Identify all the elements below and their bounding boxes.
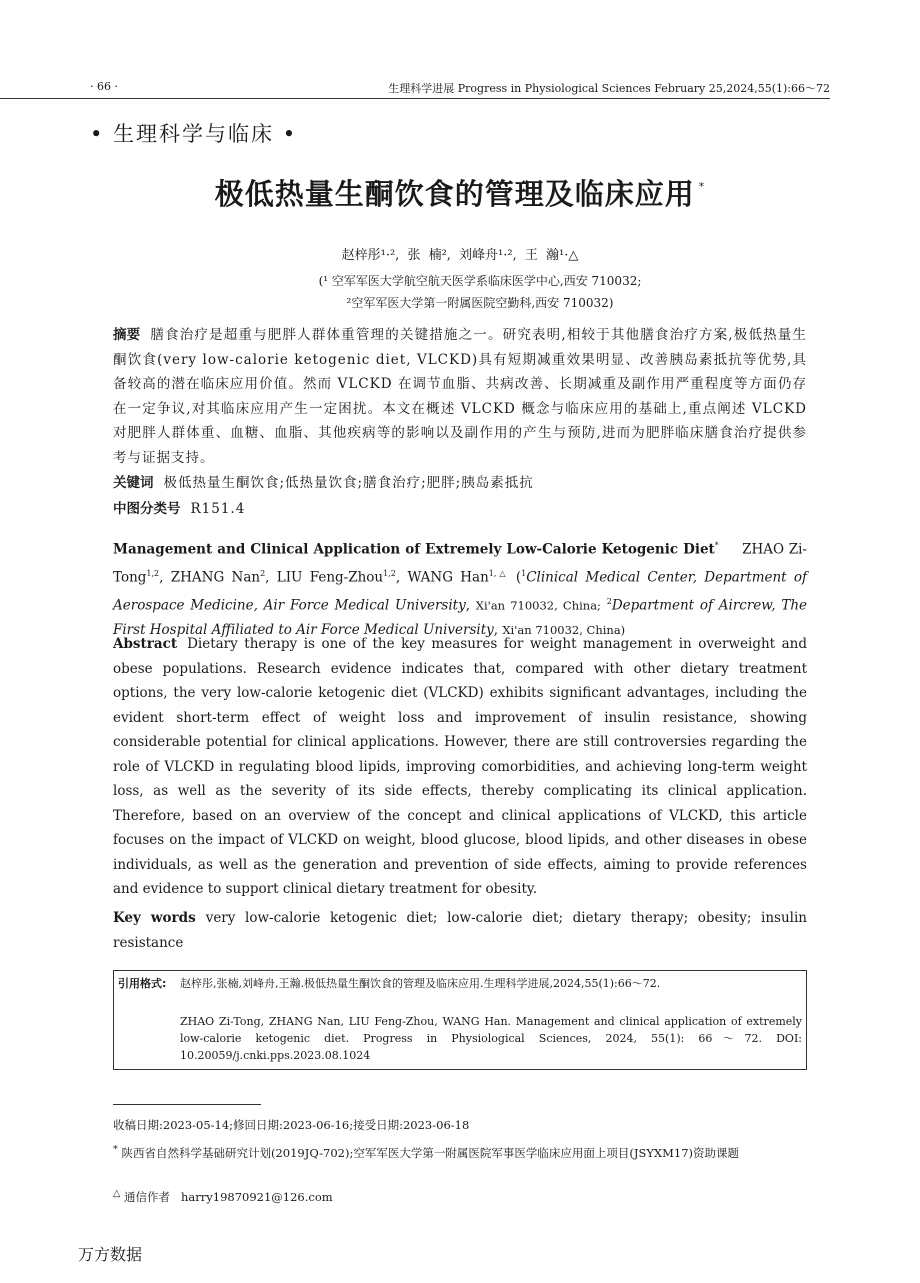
- correspondence-mark: △: [113, 1188, 121, 1199]
- footnote-correspondence: [113, 1184, 807, 1207]
- page-number: · 66 ·: [90, 80, 118, 93]
- english-title-mark: *: [714, 541, 719, 550]
- funding-text: 陕西省自然科学基础研究计划(2019JQ-702);空军军医大学第一附属医院军事医学临床应用面上项目(JSYXM17)资助课题: [121, 1145, 740, 1160]
- keywords-label: 关键词: [113, 475, 154, 491]
- english-author-1: ZHAO Zi-Tong: [113, 541, 807, 586]
- keywords-text: 极低热量生酮饮食;低热量饮食;膳食治疗;肥胖;胰岛素抵抗: [163, 475, 534, 491]
- english-author-2: ZHANG Nan: [170, 569, 261, 586]
- english-affiliation-2: Department of Aircrew, The First Hospital Affiliated to Air Force Medical University: [113, 597, 808, 638]
- clc-label: 中图分类号: [113, 501, 181, 517]
- chinese-keywords: [113, 471, 807, 496]
- english-author-3: LIU Feng-Zhou: [276, 569, 384, 586]
- author-sup: 1,2: [146, 569, 160, 578]
- english-affiliation-2-city: Xi'an 710032, China): [502, 623, 626, 637]
- citation-label: 引用格式:: [118, 977, 167, 990]
- author-sup: 1,△: [488, 569, 509, 578]
- running-head: [388, 80, 830, 96]
- english-title-block: Management and Clinical Application of Extremely Low-Calorie Ketogenic Diet* ZHAO Zi-Tong$^{1,2}$, ZHANG Nan$^2$, LIU Feng-Zhou$^{1,2}$, WANG Han$^{1,\triangle}$ ($^1$Clinical Medical Center, Department of Aerospace Medicine, Air Force Medical University, Xi'an 710032, China; $^2$Department of Aircrew, The First Hospital Affiliated to Air Force Medical University, Xi'an 710032, China): [113, 541, 808, 638]
- english-title: Management and Clinical Application of Extremely Low-Calorie Ketogenic Diet: [113, 541, 715, 558]
- title-text: 极低热量生酮饮食的管理及临床应用: [214, 177, 695, 211]
- chinese-abstract: [113, 323, 807, 470]
- english-abstract-label: Abstract: [113, 636, 178, 652]
- footnote-dates: 收稿日期:2023-05-14;修回日期:2023-06-16;接受日期:2023-06-18: [113, 1118, 470, 1132]
- clc-text: R151.4: [190, 501, 246, 517]
- correspondence-email[interactable]: harry19870921@126.com: [181, 1189, 333, 1204]
- english-abstract-text: Dietary therapy is one of the key measures for weight management in overweight and obese populations. Research evidence indicates that, compared with other dietary treatment options, the very low-calorie ketogenic diet (VLCKD) exhibits significant advantages, including the evident short-term effect of weight loss and improvement of insulin resistance, showing considerable potential for clinical applications. However, there are still controversies regarding the role of VLCKD in regulating blood lipids, improving comorbidities, and achieving long-term weight loss, as well as the severity of its side effects, thereby complicating its clinical application. Therefore, based on an overview of the concept and clinical applications of VLCKD, this article focuses on the impact of VLCKD on weight, blood glucose, blood lipids, and other diseases in obese individuals, as well as the generation and prevention of side effects, aiming to provide references and evidence to support clinical dietary treatment for obesity.: [113, 636, 807, 897]
- english-keywords-label: Key words: [113, 910, 196, 926]
- citation-box: [113, 970, 807, 1070]
- watermark: 万方数据: [78, 1245, 143, 1264]
- running-head-text: 生理科学进展 Progress in Physiological Sciences February 25,2024,55(1):66～72: [388, 82, 830, 95]
- abstract-text: 膳食治疗是超重与肥胖人群体重管理的关键措施之一。研究表明,相较于其他膳食治疗方案,极低热量生酮饮食(very low-calorie ketogenic diet, VLCKD)具有短期减重效果明显、改善胰岛素抵抗等优势,具备较高的潜在临床应用价值。然而 VLCKD 在调节血脂、共病改善、长期减重及副作用严重程度等方面仍存在一定争议,对其临床应用产生一定困扰。本文在概述 VLCKD 概念与临床应用的基础上,重点阐述 VLCKD 对肥胖人群体重、血糖、血脂、其他疾病等的影响以及副作用的产生与预防,进而为肥胖临床膳食治疗提供参考与证据支持。: [113, 327, 807, 466]
- correspondence-label: 通信作者: [124, 1189, 171, 1204]
- affiliation-2: ²空军军医大学第一附属医院空勤科,西安 710032): [346, 296, 614, 310]
- english-keywords-text: very low-calorie ketogenic diet; low-calorie diet; dietary therapy; obesity; insulin resistance: [113, 910, 807, 951]
- english-keywords: [113, 906, 807, 955]
- english-affiliation-1-city: Xi'an 710032, China;: [475, 598, 601, 613]
- title-footnote-mark: *: [698, 180, 706, 193]
- english-author-4: WANG Han: [407, 569, 489, 586]
- footnote-funding: [113, 1140, 807, 1163]
- classification-number: [113, 497, 807, 522]
- abstract-label: 摘要: [113, 327, 141, 343]
- header-rule: [0, 98, 830, 99]
- aff-sup: 1: [521, 569, 527, 578]
- citation-chinese: 赵梓彤,张楠,刘峰舟,王瀚.极低热量生酮饮食的管理及临床应用.生理科学进展,2024,55(1):66～72.: [180, 977, 661, 990]
- author-sup: 2: [260, 569, 266, 578]
- footnote-rule: [113, 1104, 261, 1105]
- funding-mark: *: [113, 1144, 118, 1155]
- english-abstract: [113, 632, 807, 902]
- author-list: 赵梓彤¹·², 张 楠², 刘峰舟¹·², 王 瀚¹·△: [341, 248, 579, 263]
- affiliation-1: (¹ 空军军医大学航空航天医学系临床医学中心,西安 710032;: [318, 274, 642, 288]
- author-sup: 1,2: [383, 569, 396, 578]
- english-affiliation-1: Clinical Medical Center, Department of Aerospace Medicine, Air Force Medical University: [113, 569, 807, 614]
- aff-sup: 2: [606, 597, 612, 606]
- citation-english: ZHAO Zi-Tong, ZHANG Nan, LIU Feng-Zhou, WANG Han. Management and clinical application of extremely low-calorie ketogenic diet. Progress in Physiological Sciences, 2024, 55(1): 66～72. DOI: 10.20059/j.cnki.pps.2023.08.1024: [180, 1015, 802, 1062]
- article-title: [0, 172, 920, 213]
- section-label: • 生理科学与临床 •: [90, 122, 298, 146]
